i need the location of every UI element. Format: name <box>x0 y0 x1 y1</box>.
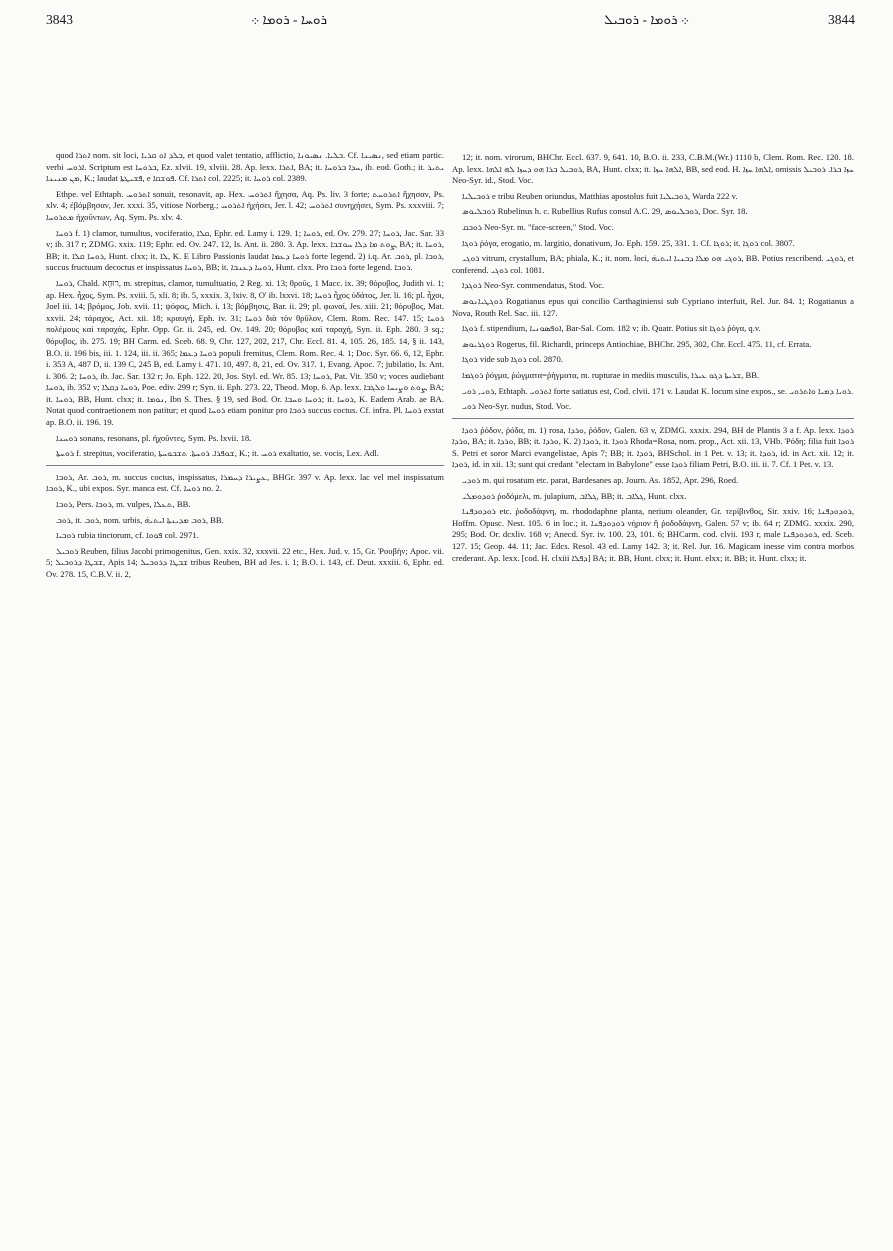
entry: ܪܘܒ, it. ܪܘܒ, nom. urbis, ܪܘܒ ܡܕܝܢܬܐ ܐܝܬܝܗ̇, BB. <box>56 514 224 525</box>
entry: ܪܘܓܛܝܐܢܘܣ Rogatianus epus qui concilio Carthaginiensi sub Cypriano interfuit, Rel. Jur. 84. 1; Rogatianus a Nova, Routh Rel. Sac. iii. 127. <box>452 295 854 318</box>
entry: 12; it. nom. virorum, BHChr. Eccl. 637. 9, 641. 10, B.O. ii. 233, C.B.M.(Wr.) 1110 b, Clem. Rom. Rec. 120. 18. Ap. lexx. ܪܘܒܝܠ ܒܪܐ ܗܘ ܕܚܙܐ ܠܗ ܐܠܗܐ, BA, Hunt. clxx; it. ܐܠܗܐ ܚܙܐ, BB, sed eod. H. ܐܠܗܐ ܚܙܐ, omissis ܚܙܐ ܒܪܐ. ܪܘܒܝܠ Neo-Syr. id., Stod. Voc. <box>452 152 855 186</box>
section-divider <box>46 465 444 466</box>
entry: ܪܘܒܐ, Ar. ܪܘܒ, m. succus coctus, inspissatus, ܥܨܝܪܐ ܕܚܡܪܐ, BHGr. 397 v. Ap. lexx. lac vel mel inspissatum ܪܘܒܐ, K., ubi expos. Syr. manca est. Cf. ܪܘܚܐ no. 2. <box>46 471 444 494</box>
entry: ܪܘܚܢܐ sonans, resonans, pl. ἠχοῦντες, Sym. Ps. lxvii. 18. <box>56 432 252 443</box>
left-column <box>46 150 444 585</box>
page-number-right: 3844 <box>828 12 855 27</box>
entry: ܪܘܓܡܐ ῥόγμα, ῥώγματα=ῥήγματα, m. rupturae in mediis musculis, ܫܪܝܬܐ ܕܓܘ ܥܝܪܐ, BB. <box>462 369 760 380</box>
entry: ܪܘܒܐ, Pers. ܪܘܒܐ, m. vulpes, ܬܥܠܐ, BB. <box>56 499 191 510</box>
entry: ܪܘܒܩ Neo-Syr. m. "face-screen," Stod. Voc. <box>462 221 614 232</box>
entry: ܪܘܒܝܠ Reuben, filius Jacobi primogenitus, Gen. xxix. 32, xxxvii. 22 etc., Hex. Jud. v. 15, Gr. Ῥουβὴν; Apoc. vii. 5; ܫܒܛܐ ܕܪܘܒܝܠ, Apis 14; ܫܒܛܐ ܕܪܘܒܝܠ tribus Reuben, BH ad Jes. i. 1; B.O. i. 143, cf. Deut. xxxiii. 6, Ephr. ed. Ov. 278. 15, C.B.V. ii. 2, <box>46 545 445 579</box>
entry: ܪܘܒܠܝܘܣ Rubelinus h. c. Rubellius Rufus consul A.C. 29, ܪܘܒܠܝܘܣ, Doc. Syr. 18. <box>462 206 748 217</box>
entry: ܪܘܓܪܝܘܣ Rogerus, fil. Richardi, princeps Antiochiae, BHChr. 295, 302, Chr. Eccl. 475. 11, cf. Errata. <box>462 338 812 349</box>
entry: ܪܘܚܐ, Chald. רוּחָא, m. strepitus, clamor, tumultuatio, 2 Reg. xi. 13; θροῦς, 1 Macc. ix. 39; θόρυβος, Judith vi. 1; ap. Hex. ἦχος, Sym. Ps. xviii. 5, xli. 8; ib. 5, xxxix. 3, lxiv. 8, O' ib. lxxvi. 18; ܪܘܚܐ ἦχος ὑδάτος, Jer. li. 16; pl. ἦχοι, Joel iii. 14; βρόμος, Job. xvii. 11; ψόφος, Mich. i. 13; βόμβησις, Bar. ii. 29; pl. φωναί, Jes. xiii. 21; θόρυβος, Mat. xxvii. 24; τάραχος, Act. xii. 18; κραυγή, Eph. iv. 31; ܪܘܚܐ διὰ τὸν θρῦλον, Clem. Rom. Rec. 147. 15; ܪܘܚܐ πολέμους καὶ ταραχάς, Ephr. Opp. Gr. ii. 245, ed. Ov. 149. 20; θόρυβος καὶ ταραχή, Syn. ii. Eph. 280. 3 sq.; θόρυβος, ib. 275. 19; BH Carm. ed. Sceb. 68. 9, Chr. 127, 202, 217, Chr. Eccl. 81. 4, 105. 26, 185. 14, § ii. 143, B.O. ii. 196 bis, iii. 1. 124, iii. ii. 365; ܪܘܚܐ ܕܥܡܐ populi fremitus, Clem. Rom. Rec. 4. 1; Doc. Syr. 66. 6, 12, Ephr. i. 353 A, 487 D, ii. 139 C, 245 B, ed. Lamy i. 471. 10, 497. 8, 21, ed. Ov. 317. 1, Evang. Apoc. 7; jubilatio, Is. Ant. i. 306. 2; ܪܘܚܐ, ib. Jac. Sar. 132 r; Jo. Eph. 122. 20, Jos. Styl. ed. Wr. 85. 13; ܪܘܚܐ, Pat. Vit. 350 v; voces audiebant ܪܘܚܐ, ib. 352 v; ܪܘܚܐ ܕܩܠܐ, Poe. ediv. 299 r; Syn. ii. Eph. 273. 22, Theod. Mop. 6. Ap. lexx. ܨܘܬ ܘܨܝܚܐ ܘܠܓܒܐ, BA; it. ܪܘܚܐ, BB, Hunt. clxx; it. ܢܘܡܐ, Ibn S. Thes. § 19, sed Bod. Or. ܪܘܚܐ ܘܚܒܐ; it. ܪܘܚܐ, K. Eadem Arab. ae BA. Notat quod contraetionem non patitur; et quod ܪܘܚܐ etiam ponitur pro ܪܘܒܐ succus coctus. Cf. infra. Pl. ܪܘܚܐ exstat ap. B.O. ii. 196. 19. <box>46 277 445 428</box>
entry: ܪܘܚܐ f. 1) clamor, tumultus, vociferatio, ܩܠܐ, Ephr. ed. Lamy i. 129. 1; ܪܘܚܐ, ed. Ov. 279. 27; ܪܘܚܐ, Jac. Sar. 33 v; ib. 317 r; ZDMG. xxix. 119; Ephr. ed. Ov. 247. 12, Is. Ant. ii. 280. 3. Ap. lexx. ܨܘܬ ܡܐ ܕܠܐ ܚܘܫܒܐ, BA; it. ܪܘܚܐ, BB; it. ܪܘܚܐ ܩܠܐ, Hunt. clxx; it. ܠܐ, K. E Libro Passionis laudat ܪܘܚܐ ܕܥܡܐ forte legend. 2) i.q. Ar. ܪܘܒ, pl. ܪܘܒܐ, succus fructuum decoctus et inspissatus ܪܘܚܐ, BB; it. ܪܘܚܐ ܕܥܢܒܐ, Hunt. clxx. Pro ܪܘܒܐ forte legend. ܪܘܒܐ. <box>46 227 445 273</box>
entry: ܪܘܕܘܕܦܢܐ etc. ῥοδοδάφνη, m. rhododaphne planta, nerium oleander, Gr. τερίβινθος, Sir. xxiv. 16; ܪܘܕܘܕܦܢܐ, Hoffm. Opusc. Nest. 105. 6 in loc.; it. ܪܘܕܘܕܦܢܐ νήριον ἢ ῥοδοδάφνη, Galen. 57 v; ib. 64 r; ZDMG. xxxix. 290, 295; Bod. Or. dcxliv. 168 v; Anecd. Syr. iv. 100. 23, 101. 6; BHCarm. cod. clvii. 193 r, male ܪܘܕܘܕܦܢܐ, ed. Sceb. 127. 15; Geop. 44. 11; Jac. Edcs. Resol. 43 ed. Lamy 142. 3; it. Rel. Jur. 16. Magicam inesse vim contra morbos crederant. Ap. lexx. [cod. H. clxiii ܕܦܠܐ] BA; it. BB, Hunt. clxx; it. Hunt. elxx; it. BB; it. Hunt. clxx; it. <box>452 506 854 563</box>
entry: ܪܘܓܐ f. stipendium, ܐܘܦܣܘܢܝܐ, Bar-Sal. Com. 182 v; ib. Quatr. Potius sit ܪܘܓܐ ῥόγα, q.v. <box>462 323 761 334</box>
entry: ܪܘܕܐ ῥόδον, ῥόδα, m. 1) rosa, ܘܪܕܐ, ῥόδον, Galen. 63 v, ZDMG. xxxix. 294, BH de Plantis 3 a f. Ap. lexx. ܪܘܕܐ ܘܪܕܐ, BA; it. ܘܪܕܐ, BB; it. ܘܪܕܐ, K. 2) ܪܘܕܐ, it. ܪܘܕܐ Rhoda=Rosa, nom. prop., Act. xii. 13, VHb. Ῥόδη; filia fuit ܪܘܕܐ S. Petri et soror Marci evangelistae, Apis 7; BB; it. ܪܘܕܐ, BHSchol. in 1 Pet. v. 13; it. ܪܘܕܐ, id. in Act. xii. 12; it. ܪܘܕܐ, id. in xii. 13; sunt qui credant "electam in Babylone" esse ܪܘܕܐ filiam Petri, B.O. iii. ii. 7. Cf. 1 Pet. v. 13. <box>452 424 855 470</box>
page-header <box>46 8 855 34</box>
entry: ܪܘܒܝܠܝܐ e tribu Reuben oriundus, Matthias apostolus fuit ܪܘܒܝܠܝܐ, Warda 222 v. <box>462 190 738 201</box>
entry: ܪܘܚܬܐ f. strepitus, vociferatio, ܫܘܦܪܐ. ܪܘܚܬܐ. ܬܫܒܘܚܬܐ, K.; it. ܪܘܚ exaltatio, se. vocis, Lex. Adl. <box>56 448 379 459</box>
running-title-left: ܪܘܚܐ - ܪܘܡܐ ܀ <box>251 12 328 27</box>
entry: ܪܘܕܝ m. qui rosatum etc. parat, Bardesanes ap. Journ. As. 1852, Apr. 296, Roed. <box>462 475 739 486</box>
entry: Ethpe. vel Ethtaph. ܐܬܪܘܚ sonuit, resonavit, ap. Hex. ܐܬܪܘܚ ἤχησα, Aq. Ps. liv. 3 forte; ܐܬܪܘܚܬ ἤχησαν, Ps. xlv. 4; ἐβόμβησαν, Jer. xxxi. 35, vitiose Norberg.; ܐܬܪܘܚ ἠχήσει, Jer. l. 42; ܐܬܪܘܚ συνηχήσει, Sym. Ps. xxxviii. 7; ܡܬܪܘܚܐ ἠχοῦντων, Aq. Sym. Ps. xlv. 4. <box>46 188 444 222</box>
page-number-left: 3843 <box>46 12 73 27</box>
entry: ܪܘܓܝ vitrum, crystallum, BA; phiala, K.; it. nom. loci, ܪܘܓܝ ܗܘ ܡܠܐ ܕܒܢܝܐ ܐܝܬܝܗ̇, BB. Potius rescribend. ܪܘܓܝ, et conferend. ܪܘܓܝ col. 1081. <box>452 253 854 275</box>
entry: ܪܘܒܝܐ rubia tinctorum, cf. ܦܘܘܐ col. 2971. <box>56 530 199 541</box>
entry: ܪܘܓܕܐ Neo-Syr. commendatus, Stod. Voc. <box>462 280 605 291</box>
entry: ܪܘܝ, ܪܘܝ, Ethtaph. ܐܬܪܘܝ forte satiatus est, Cod. clvii. 171 v. Laudat K. locum sine expos., se. ܪܘܝܐ ܕܡܝܐ ܘܐܬܪܘܝ. <box>462 385 854 396</box>
running-title-right: ܀ ܪܘܡܐ - ܪܘܒܝܠ <box>604 12 690 27</box>
entry: ܪܘܓܐ vide sub ܪܘܓܐ col. 2870. <box>462 354 563 365</box>
entry: ܪܘܓܐ ῥόγα, erogatio, m. largitio, donativum, Jo. Eph. 159. 25, 331. 1. Cf. ܪܘܓܐ; it. ܪܘܓܐ col. 3807. <box>462 237 795 248</box>
right-column <box>452 152 854 568</box>
entry: ܪܘܕܘܡܠܝ ῥοδόμελι, m. julapium, ܓܠܐܒ, BB; it. ܓܠܐܒ, Hunt. clxx. <box>462 490 687 501</box>
entry: quod ܐܬܪܐ nom. sit loci, ܒܠܕ ܐܘ ܩܪܝܐ, et quod valet tentatio, afflictio, ܒܠܝܐ. ܢܣܝܘܢܐ. Cf. ܢܣܝܢܐ, sed etiam partic. verbi ܐܪܘܚ. Scriptum est ܒܪܘܚܐ, Ez. xlvii. 19, xlviii. 28. Ap. lexx. ܐܬܪܐ, BA; it. ܚܕܐ ܒܪܘܚܐ, ib. eod. Goth.; it. ܝܬܝܪ ܡܢ ܡܢܝܢܐ, K.; laudat ܦܫܝܛܬܐ, e ܦܘܫܩܐ. Cf. ܐܬܪܐ col. 2225; it. ܪܘܚܐ col. 2389. <box>46 150 444 184</box>
entry: ܪܘܝ Neo-Syr. nudus, Stod. Voc. <box>462 401 572 412</box>
section-divider <box>452 418 854 419</box>
